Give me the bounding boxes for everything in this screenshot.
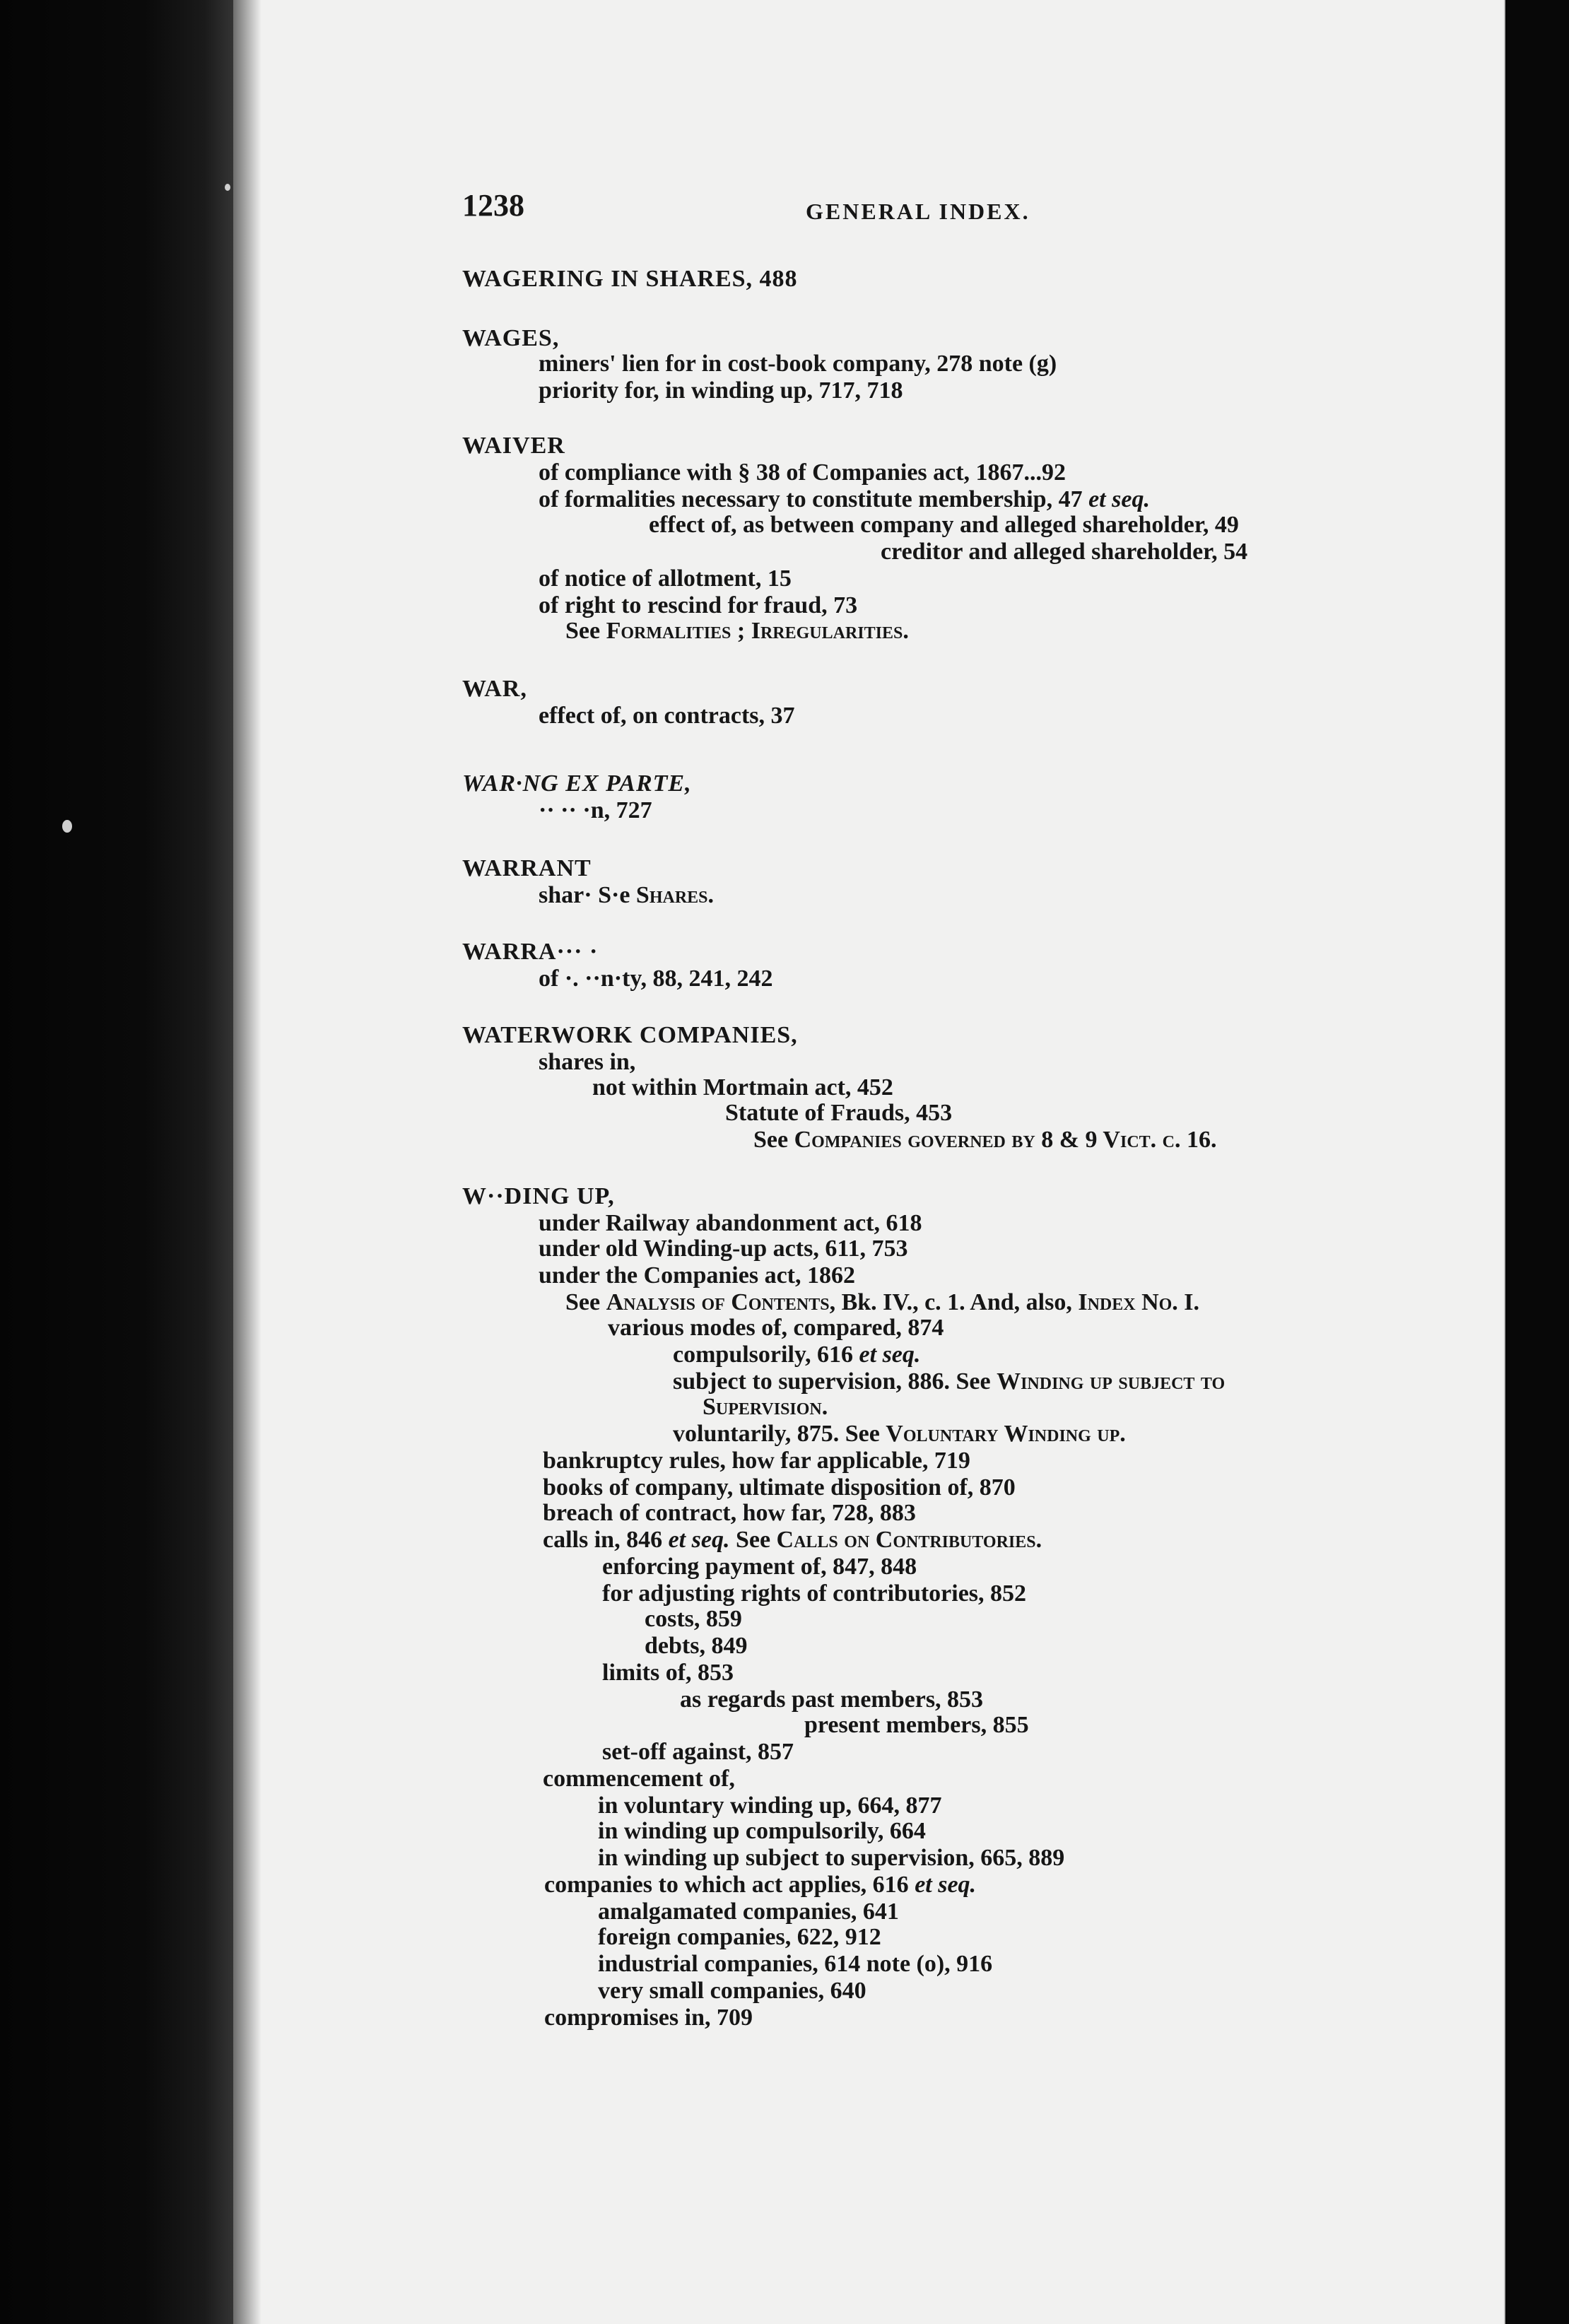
- entry-line: effect of, on contracts, 37: [539, 703, 795, 729]
- entry-line: enforcing payment of, 847, 848: [602, 1554, 917, 1580]
- entry-heading: W··DING UP,: [462, 1183, 615, 1209]
- running-head: GENERAL INDEX.: [806, 199, 1030, 224]
- page-number: 1238: [462, 188, 524, 223]
- entry-line: as regards past members, 853: [680, 1686, 984, 1713]
- entry-line: foreign companies, 622, 912: [598, 1924, 881, 1950]
- entry-line: present members, 855: [804, 1712, 1029, 1738]
- entry-line: set-off against, 857: [602, 1739, 794, 1765]
- entry-heading: WAGERING IN SHARES, 488: [462, 266, 798, 292]
- scan-speck: [62, 820, 72, 833]
- entry-heading: WAIVER: [462, 433, 565, 459]
- entry-line: priority for, in winding up, 717, 718: [539, 377, 903, 404]
- entry-line: for adjusting rights of contributories, 852: [602, 1580, 1027, 1607]
- entry-line: amalgamated companies, 641: [598, 1898, 899, 1925]
- cross-reference: See Companies governed by 8 & 9 Vict. c. 16.: [753, 1127, 1217, 1153]
- entry-line: of notice of allotment, 15: [539, 565, 792, 592]
- cross-reference: subject to supervision, 886. See Winding up subject to: [673, 1368, 1226, 1395]
- entry-heading: WATERWORK COMPANIES,: [462, 1022, 798, 1048]
- entry-heading: WAGES,: [462, 325, 560, 351]
- entry-line: of compliance with § 38 of Companies act, 1867...92: [539, 459, 1066, 486]
- entry-line: creditor and alleged shareholder, 54: [881, 539, 1248, 565]
- entry-line: of ·. ··n·ty, 88, 241, 242: [539, 966, 773, 992]
- cross-reference: shar· S·e Shares.: [539, 882, 715, 908]
- entry-line: in winding up compulsorily, 664: [598, 1818, 926, 1844]
- entry-line: in winding up subject to supervision, 665, 889: [598, 1845, 1065, 1871]
- page-gutter-shadow: [233, 0, 262, 2324]
- entry-line: commencement of,: [543, 1766, 735, 1792]
- entry-line: of formalities necessary to constitute membership, 47 et seq.: [539, 486, 1150, 512]
- entry-line: in voluntary winding up, 664, 877: [598, 1792, 942, 1819]
- entry-line: industrial companies, 614 note (o), 916: [598, 1951, 993, 1977]
- entry-heading: WAR,: [462, 676, 527, 702]
- scan-right-margin: [1505, 0, 1569, 2324]
- cross-reference: Supervision.: [703, 1394, 828, 1420]
- entry-line: ·· ·· ·n, 727: [539, 797, 652, 823]
- entry-line: of right to rescind for fraud, 73: [539, 592, 858, 618]
- entry-line: very small companies, 640: [598, 1978, 866, 2004]
- entry-line: compulsorily, 616 et seq.: [673, 1342, 921, 1368]
- entry-line: miners' lien for in cost-book company, 278 note (g): [539, 351, 1057, 377]
- entry-line: companies to which act applies, 616 et seq.: [544, 1872, 977, 1898]
- cross-reference: See Formalities ; Irregularities.: [565, 618, 909, 644]
- entry-heading: WAR·NG EX PARTE,: [462, 770, 692, 797]
- entry-line: limits of, 853: [602, 1660, 734, 1686]
- entry-line: not within Mortmain act, 452: [592, 1074, 893, 1101]
- entry-line: debts, 849: [645, 1633, 748, 1659]
- entry-line: costs, 859: [645, 1606, 742, 1632]
- entry-line: bankruptcy rules, how far applicable, 719: [543, 1448, 970, 1474]
- entry-line: various modes of, compared, 874: [608, 1315, 944, 1341]
- cross-reference: voluntarily, 875. See Voluntary Winding up.: [673, 1421, 1126, 1447]
- cross-reference: See Analysis of Contents, Bk. IV., c. 1. And, also, Index No. I.: [565, 1289, 1200, 1315]
- entry-line: under the Companies act, 1862: [539, 1262, 855, 1289]
- entry-line: breach of contract, how far, 728, 883: [543, 1500, 916, 1526]
- cross-reference: calls in, 846 et seq. See Calls on Contributories.: [543, 1527, 1042, 1553]
- entry-line: books of company, ultimate disposition of, 870: [543, 1474, 1016, 1501]
- entry-line: under Railway abandonment act, 618: [539, 1210, 922, 1236]
- entry-heading: WARRA··· ·: [462, 939, 599, 965]
- entry-line: Statute of Frauds, 453: [725, 1100, 953, 1126]
- scan-left-margin: [0, 0, 240, 2324]
- entry-line: shares in,: [539, 1049, 636, 1075]
- entry-line: effect of, as between company and alleged shareholder, 49: [649, 512, 1239, 538]
- scan-speck: [225, 184, 230, 191]
- entry-line: under old Winding-up acts, 611, 753: [539, 1236, 908, 1262]
- entry-line: compromises in, 709: [544, 2005, 753, 2031]
- entry-heading: WARRANT: [462, 855, 592, 881]
